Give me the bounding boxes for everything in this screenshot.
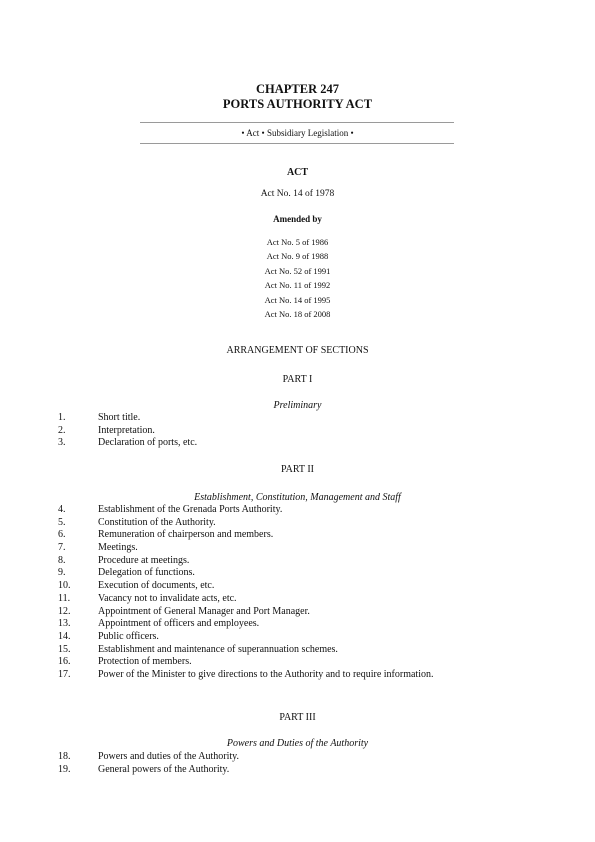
section-number: 1. xyxy=(58,412,66,423)
section-number: 17. xyxy=(58,668,71,680)
bullet: • xyxy=(241,128,245,138)
section-title: General powers of the Authority. xyxy=(98,763,230,775)
section-row[interactable] xyxy=(58,631,438,644)
arrangement-heading: ARRANGEMENT OF SECTIONS xyxy=(226,345,369,356)
section-number: 9. xyxy=(58,567,66,579)
amendment-item: Act No. 9 of 1988 xyxy=(266,251,329,261)
section-number: 5. xyxy=(58,516,66,528)
section-title: Appointment of officers and employees. xyxy=(98,618,260,630)
section-title: Appointment of General Manager and Port Manager. xyxy=(98,605,310,617)
section-number: 6. xyxy=(58,529,66,541)
section-number: 8. xyxy=(58,554,66,566)
section-row[interactable] xyxy=(58,542,438,555)
section-row[interactable] xyxy=(58,751,438,764)
section-title: Establishment of the Grenada Ports Authority. xyxy=(98,504,283,515)
amended-by-heading: Amended by xyxy=(273,214,322,224)
section-title: Remuneration of chairperson and members. xyxy=(98,529,274,541)
section-row[interactable] xyxy=(58,529,438,542)
amendment-item: Act No. 52 of 1991 xyxy=(264,266,331,276)
section-row[interactable] xyxy=(58,517,438,530)
top-divider xyxy=(140,122,454,123)
section-title: Declaration of ports, etc. xyxy=(98,437,198,449)
section-title: Short title. xyxy=(98,412,141,423)
section-title: Procedure at meetings. xyxy=(98,554,190,566)
section-number: 7. xyxy=(58,542,66,554)
act-title: PORTS AUTHORITY ACT xyxy=(222,97,373,111)
section-title: Power of the Minister to give directions to the Authority and to require information. xyxy=(98,668,434,680)
section-number: 14. xyxy=(58,630,71,642)
section-number: 13. xyxy=(58,618,71,630)
section-row[interactable] xyxy=(58,656,438,669)
section-title: Constitution of the Authority. xyxy=(98,516,216,528)
amendment-item: Act No. 5 of 1986 xyxy=(266,237,329,247)
section-title: Meetings. xyxy=(98,542,138,554)
section-row[interactable] xyxy=(58,644,438,657)
section-row[interactable] xyxy=(58,606,438,619)
section-row[interactable] xyxy=(58,567,438,580)
section-row[interactable] xyxy=(58,504,438,517)
section-number: 11. xyxy=(58,592,71,604)
section-number: 12. xyxy=(58,605,71,617)
section-title: Protection of members. xyxy=(98,656,192,668)
bullet: • xyxy=(261,128,265,138)
act-link[interactable]: Act xyxy=(246,128,260,138)
section-title: Vacancy not to invalidate acts, etc. xyxy=(98,592,237,604)
bottom-divider xyxy=(140,143,454,144)
act-number: Act No. 14 of 1978 xyxy=(260,189,335,199)
section-title: Establishment and maintenance of superannuation schemes. xyxy=(98,643,338,655)
section-number: 2. xyxy=(58,424,66,436)
part-label: PART I xyxy=(282,374,313,385)
part-subtitle: Establishment, Constitution, Management and Staff xyxy=(194,492,401,503)
section-row[interactable] xyxy=(58,764,438,777)
section-list xyxy=(58,504,438,694)
section-number: 3. xyxy=(58,437,66,449)
subsidiary-legislation-link[interactable]: Subsidiary Legislation xyxy=(266,128,349,138)
amendment-item: Act No. 14 of 1995 xyxy=(264,295,331,305)
bullet: • xyxy=(350,128,354,138)
section-row[interactable] xyxy=(58,593,438,606)
section-number: 16. xyxy=(58,656,71,668)
part-label: PART III xyxy=(279,712,316,723)
section-title: Execution of documents, etc. xyxy=(98,580,215,592)
section-title: Interpretation. xyxy=(98,424,155,436)
section-list xyxy=(58,412,438,450)
section-row[interactable] xyxy=(58,425,438,438)
section-number: 18. xyxy=(58,751,71,762)
part-subtitle: Preliminary xyxy=(273,400,322,411)
section-number: 19. xyxy=(58,763,71,775)
section-number: 4. xyxy=(58,504,66,515)
section-title: Powers and duties of the Authority. xyxy=(98,751,240,762)
part-label: PART II xyxy=(280,464,315,475)
section-list xyxy=(58,751,438,776)
section-number: 15. xyxy=(58,643,71,655)
part-subtitle: Powers and Duties of the Authority xyxy=(226,738,369,749)
amendment-item: Act No. 11 of 1992 xyxy=(264,280,331,290)
section-title: Public officers. xyxy=(98,630,159,642)
section-row[interactable] xyxy=(58,555,438,568)
section-row[interactable] xyxy=(58,618,438,631)
amendment-item: Act No. 18 of 2008 xyxy=(264,309,331,319)
section-row[interactable] xyxy=(58,669,438,694)
legislation-links xyxy=(0,128,595,138)
section-row[interactable] xyxy=(58,437,438,450)
section-number: 10. xyxy=(58,580,71,592)
section-row[interactable] xyxy=(58,580,438,593)
section-row[interactable] xyxy=(58,412,438,425)
section-title: Delegation of functions. xyxy=(98,567,195,579)
chapter-title: CHAPTER 247 xyxy=(256,82,339,96)
act-heading: ACT xyxy=(286,167,309,178)
